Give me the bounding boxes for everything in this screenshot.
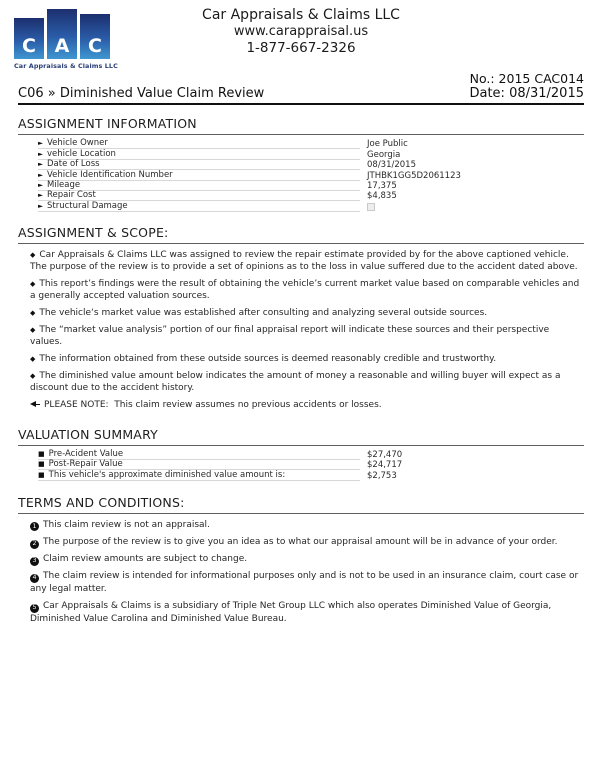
terms-item: 4 The claim review is intended for informational purposes only and is not to be used in an insurance claim, court case or any legal matter.: [30, 571, 579, 595]
document-title: C06 » Diminished Value Claim Review: [18, 86, 265, 101]
terms-conditions-heading: TERMS AND CONDITIONS:: [18, 495, 584, 514]
arrow-bullet-icon: ►: [38, 170, 43, 179]
section-terms-conditions: [18, 495, 584, 625]
info-label: Structural Damage: [47, 200, 128, 211]
diamond-bullet-icon: ◆: [30, 355, 36, 364]
company-contact-block: [0, 7, 602, 56]
arrow-bullet-icon: ►: [38, 160, 43, 169]
valuation-label: This vehicle's approximate diminished value amount is:: [48, 469, 286, 480]
diamond-bullet-icon: ◆: [30, 372, 36, 381]
document-meta: [18, 72, 584, 105]
valuation-row-diminished-value: [38, 470, 584, 480]
number-1-bullet-icon: 1: [30, 522, 39, 531]
square-bullet-icon: ■: [38, 470, 45, 479]
info-label: vehicle Location: [47, 148, 116, 159]
left-arrow-icon: [30, 401, 41, 408]
document-number: No.: 2015 CAC014: [469, 71, 584, 86]
diamond-bullet-icon: ◆: [30, 250, 36, 259]
info-label: Vehicle Owner: [47, 138, 108, 149]
number-5-bullet-icon: 5: [30, 604, 39, 613]
arrow-bullet-icon: ►: [38, 201, 43, 210]
scope-bullet: ◆ The diminished value amount below indicates the amount of money a reasonable and willing buyer will expect as a discount due to the accident history.: [30, 371, 561, 394]
square-bullet-icon: ■: [38, 449, 45, 458]
info-value: Joe Public: [367, 139, 408, 150]
terms-item: 3 Claim review amounts are subject to change.: [30, 553, 584, 566]
terms-list: [18, 514, 584, 625]
square-bullet-icon: ■: [38, 460, 45, 469]
logo-letter-c1: C: [14, 18, 44, 59]
valuation-label: Post-Repair Value: [48, 459, 123, 470]
company-website: www.carappraisal.us: [233, 24, 369, 39]
scope-bullet: ◆ The information obtained from these outside sources is deemed reasonably credible and trustworthy.: [30, 354, 497, 365]
info-value: 08/31/2015: [367, 160, 416, 171]
diamond-bullet-icon: ◆: [30, 309, 36, 318]
info-value: Georgia: [367, 149, 401, 160]
scope-please-note: PLEASE NOTE: This claim review assumes no previous accidents or losses.: [30, 399, 584, 411]
valuation-value: $27,470: [367, 449, 403, 460]
diamond-bullet-icon: ◆: [30, 326, 36, 334]
structural-damage-checkbox[interactable]: [367, 203, 375, 211]
section-assignment-information: [18, 116, 584, 212]
number-3-bullet-icon: 3: [30, 557, 39, 566]
valuation-label: Pre-Acident Value: [48, 448, 124, 459]
info-row-structural-damage: [38, 201, 584, 211]
terms-item: 2 The purpose of the review is to give you an idea as to what our appraisal amount will be in advance of your order.: [30, 536, 584, 549]
title-date-row: [18, 86, 584, 101]
scope-bullet: ◆ The “market value analysis” portion of our final appraisal report will indicate these sources and their perspective values.: [30, 325, 550, 348]
scope-bullet: ◆ Car Appraisals & Claims LLC was assigned to review the repair estimate provided by for the above captioned vehicle. The purpose of the review is to provide a set of opinions as to the loss in value suffered due to the accident dated above.: [30, 249, 578, 273]
terms-item: 5 Car Appraisals & Claims is a subsidiary of Triple Net Group LLC which also operates Diminished Value of Georgia, Diminished Value Carolina and Diminished Value Bureau.: [30, 601, 552, 624]
arrow-bullet-icon: ►: [38, 180, 43, 189]
logo-caption: Car Appraisals & Claims LLC: [14, 62, 118, 70]
info-label: Date of Loss: [47, 159, 100, 170]
number-2-bullet-icon: 2: [30, 540, 39, 549]
scope-bullet: ◆ This report’s findings were the result of obtaining the vehicle’s current market value based on comparable vehicles and a generally accepted valuation sources.: [30, 278, 580, 302]
number-4-bullet-icon: 4: [30, 574, 39, 583]
info-value: 17,375: [367, 180, 397, 191]
company-phone: 1-877-667-2326: [246, 40, 356, 56]
company-name: Car Appraisals & Claims LLC: [202, 7, 400, 23]
section-assignment-scope: [18, 225, 584, 412]
valuation-value: $24,717: [367, 460, 403, 471]
info-label: Vehicle Identification Number: [47, 169, 173, 180]
terms-item: 1 This claim review is not an appraisal.: [30, 519, 584, 532]
valuation-summary-heading: VALUATION SUMMARY: [18, 427, 584, 446]
logo-letter-a: A: [47, 9, 77, 59]
info-value: $4,835: [367, 191, 397, 202]
logo-letter-c2: C: [80, 14, 110, 59]
section-valuation-summary: [18, 427, 584, 481]
assignment-information-rows: [38, 139, 584, 212]
info-value: JTHBK1GG5D2061123: [367, 170, 461, 181]
valuation-value: $2,753: [367, 470, 397, 481]
info-label: Mileage: [47, 179, 81, 190]
document-date: Date: 08/31/2015: [469, 86, 584, 101]
info-label: Repair Cost: [47, 190, 96, 201]
assignment-scope-heading: ASSIGNMENT & SCOPE:: [18, 225, 584, 244]
arrow-bullet-icon: ►: [38, 191, 43, 200]
assignment-information-heading: ASSIGNMENT INFORMATION: [18, 116, 584, 135]
valuation-rows: [38, 450, 584, 481]
arrow-bullet-icon: ►: [38, 149, 43, 158]
scope-bullet-list: [18, 244, 584, 412]
diamond-bullet-icon: ◆: [30, 279, 36, 288]
scope-bullet: ◆ The vehicle‘s market value was established after consulting and analyzing several outside sources.: [30, 308, 488, 319]
arrow-bullet-icon: ►: [38, 139, 43, 148]
document-header: [0, 0, 602, 72]
